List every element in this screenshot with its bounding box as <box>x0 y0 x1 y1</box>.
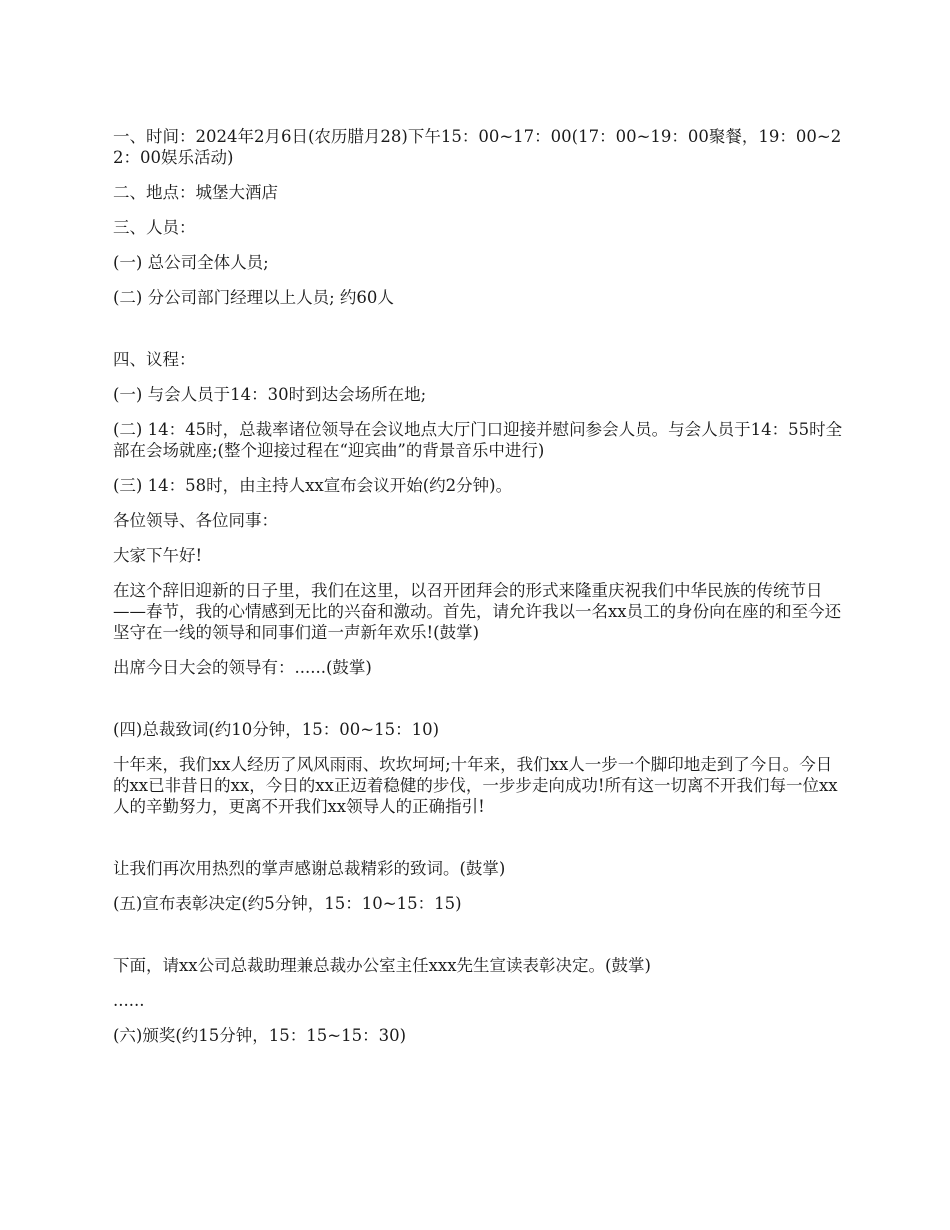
spacer <box>113 692 843 719</box>
paragraph-agenda-4: (四)总裁致词(约10分钟，15：00~15：10) <box>113 720 440 739</box>
paragraph-time: 一、时间：2024年2月6日(农历腊月28)下午15：00~17：00(17：00~19：00聚餐，19：00~22：00娱乐活动) <box>113 127 842 167</box>
paragraph-location: 二、地点：城堡大酒店 <box>113 183 278 202</box>
paragraph-speech-opening: 在这个辞旧迎新的日子里，我们在这里，以召开团拜会的形式来隆重庆祝我们中华民族的传统节日——春节，我的心情感到无比的兴奋和激动。首先，请允许我以一名xx员工的身份向在座的和至今还坚守在一线的领导和同事们道一声新年欢乐!(鼓掌) <box>113 581 842 642</box>
paragraph-greeting-1: 各位领导、各位同事： <box>113 511 278 530</box>
paragraph-ellipsis: ...... <box>113 991 145 1010</box>
paragraph-applause-thanks: 让我们再次用热烈的掌声感谢总裁精彩的致词。(鼓掌) <box>113 859 506 878</box>
paragraph-agenda-2: (二) 14：45时，总裁率诸位领导在会议地点大厅门口迎接并慰问参会人员。与会人员于14：55时全部在会场就座;(整个迎接过程在“迎宾曲”的背景音乐中进行) <box>113 420 843 460</box>
paragraph-agenda-1: (一) 与会人员于14：30时到达会场所在地; <box>113 385 427 404</box>
paragraph-president-speech: 十年来，我们xx人经历了风风雨雨、坎坎坷坷;十年来，我们xx人一步一个脚印地走到了今日。今日的xx已非昔日的xx，今日的xx正迈着稳健的步伐，一步步走向成功!所有这一切离不开我们每一位xx人的辛勤努力，更离不开我们xx领导人的正确指引! <box>113 755 838 816</box>
paragraph-attendees-2: (二) 分公司部门经理以上人员; 约60人 <box>113 288 394 307</box>
document-body <box>113 126 843 1060</box>
paragraph-attendees-heading: 三、人员： <box>113 218 196 237</box>
paragraph-greeting-2: 大家下午好! <box>113 546 203 565</box>
paragraph-agenda-heading: 四、议程： <box>113 350 196 369</box>
paragraph-agenda-3: (三) 14：58时，由主持人xx宣布会议开始(约2分钟)。 <box>113 476 513 495</box>
paragraph-agenda-6: (六)颁奖(约15分钟，15：15~15：30) <box>113 1026 407 1045</box>
paragraph-leaders-present: 出席今日大会的领导有：......(鼓掌) <box>113 658 372 677</box>
spacer <box>113 831 843 858</box>
spacer <box>113 928 843 955</box>
paragraph-commendation-reading: 下面，请xx公司总裁助理兼总裁办公室主任xxx先生宣读表彰决定。(鼓掌) <box>113 956 651 975</box>
paragraph-attendees-1: (一) 总公司全体人员; <box>113 253 269 272</box>
paragraph-agenda-5: (五)宣布表彰决定(约5分钟，15：10~15：15) <box>113 894 462 913</box>
spacer <box>113 322 843 349</box>
